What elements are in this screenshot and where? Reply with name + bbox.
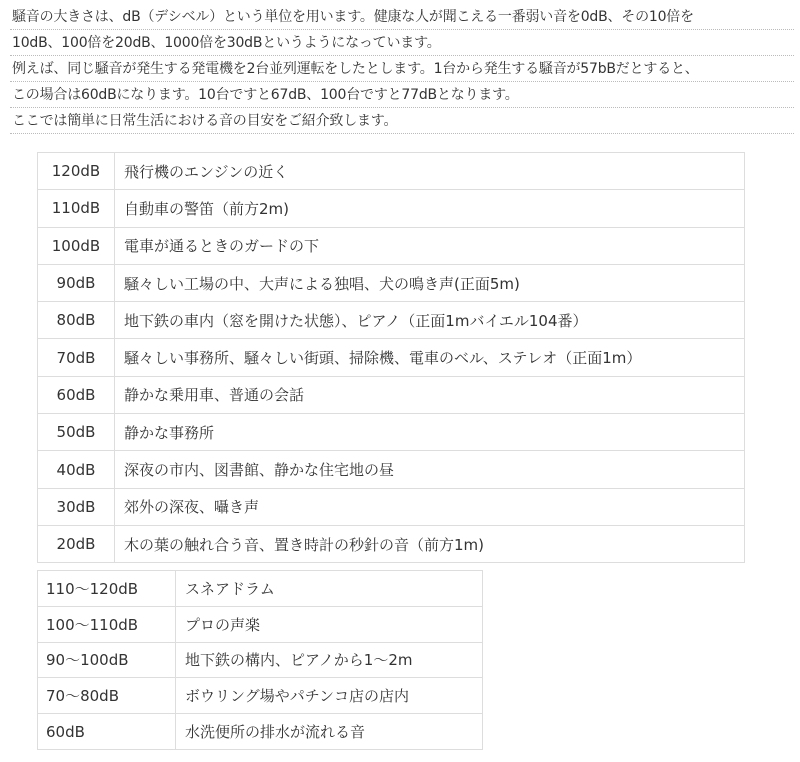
noise-example: 飛行機のエンジンの近く (115, 153, 745, 190)
table-row (38, 571, 483, 607)
noise-example: 水洗便所の排水が流れる音 (176, 714, 483, 750)
table-row (38, 714, 483, 750)
intro-line: この場合は60dBになります。10台ですと67dB、100台ですと77dBとなります。 (10, 84, 794, 108)
table-row (38, 678, 483, 714)
noise-example: 騒々しい工場の中、大声による独唱、犬の鳴き声(正面5m) (115, 264, 745, 301)
table-row (38, 302, 745, 339)
decibel-range: 70〜80dB (38, 678, 176, 714)
intro-line: ここでは簡単に日常生活における音の目安をご紹介致します。 (10, 110, 794, 134)
table-row (38, 414, 745, 451)
noise-example: プロの声楽 (176, 606, 483, 642)
noise-example: 木の葉の触れ合う音、置き時計の秒針の音（前方1m) (115, 525, 745, 562)
table-row (38, 227, 745, 264)
noise-example: 静かな乗用車、普通の会話 (115, 376, 745, 413)
decibel-range: 60dB (38, 714, 176, 750)
decibel-level: 60dB (38, 376, 115, 413)
decibel-range: 100〜110dB (38, 606, 176, 642)
noise-range-table (37, 570, 483, 750)
table-row (38, 451, 745, 488)
noise-example: 騒々しい事務所、騒々しい街頭、掃除機、電車のベル、ステレオ（正面1m） (115, 339, 745, 376)
decibel-level: 100dB (38, 227, 115, 264)
decibel-level: 20dB (38, 525, 115, 562)
noise-example: スネアドラム (176, 571, 483, 607)
table-row (38, 264, 745, 301)
table-row (38, 339, 745, 376)
decibel-level: 80dB (38, 302, 115, 339)
table-row (38, 488, 745, 525)
table-row (38, 525, 745, 562)
table-row (38, 153, 745, 190)
noise-level-table (37, 152, 745, 563)
noise-example: 電車が通るときのガードの下 (115, 227, 745, 264)
table-row (38, 376, 745, 413)
noise-example: 地下鉄の構内、ピアノから1〜2m (176, 642, 483, 678)
decibel-level: 50dB (38, 414, 115, 451)
decibel-level: 90dB (38, 264, 115, 301)
intro-line: 騒音の大きさは、dB（デシベル）という単位を用います。健康な人が聞こえる一番弱い音を0dB、その10倍を (10, 6, 794, 30)
decibel-level: 70dB (38, 339, 115, 376)
decibel-level: 120dB (38, 153, 115, 190)
decibel-level: 110dB (38, 190, 115, 227)
table-row (38, 642, 483, 678)
noise-example: 郊外の深夜、囁き声 (115, 488, 745, 525)
noise-example: 静かな事務所 (115, 414, 745, 451)
intro-text (10, 6, 794, 136)
noise-example: 自動車の警笛（前方2m) (115, 190, 745, 227)
table-row (38, 606, 483, 642)
intro-line: 例えば、同じ騒音が発生する発電機を2台並列運転をしたとします。1台から発生する騒音が57bBだとすると、 (10, 58, 794, 82)
noise-example: 地下鉄の車内（窓を開けた状態）、ピアノ（正面1mバイエル104番） (115, 302, 745, 339)
noise-example: ボウリング場やパチンコ店の店内 (176, 678, 483, 714)
decibel-range: 110〜120dB (38, 571, 176, 607)
decibel-range: 90〜100dB (38, 642, 176, 678)
intro-line: 10dB、100倍を20dB、1000倍を30dBというようになっています。 (10, 32, 794, 56)
noise-example: 深夜の市内、図書館、静かな住宅地の昼 (115, 451, 745, 488)
table-row (38, 190, 745, 227)
decibel-level: 30dB (38, 488, 115, 525)
decibel-level: 40dB (38, 451, 115, 488)
